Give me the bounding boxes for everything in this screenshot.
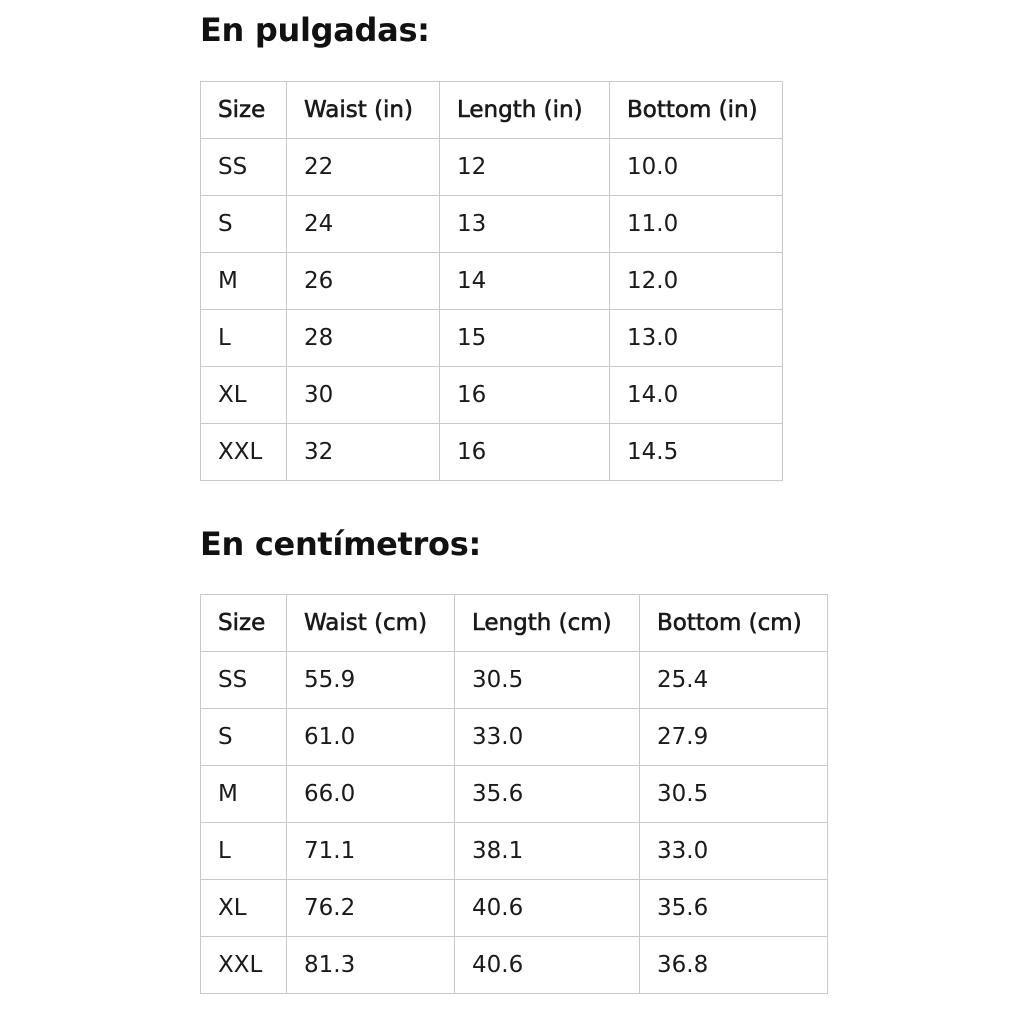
table-row xyxy=(201,709,828,766)
cell-size: XL xyxy=(201,367,287,424)
header-bottom: Bottom (cm) xyxy=(640,595,828,652)
table-header-row xyxy=(201,595,828,652)
cell-waist: 76.2 xyxy=(287,880,455,937)
inches-section-title: En pulgadas: xyxy=(200,11,430,49)
cell-length: 14 xyxy=(440,253,610,310)
cell-bottom: 12.0 xyxy=(610,253,783,310)
table-row xyxy=(201,652,828,709)
cell-waist: 71.1 xyxy=(287,823,455,880)
cell-bottom: 35.6 xyxy=(640,880,828,937)
header-size: Size xyxy=(201,595,287,652)
cell-bottom: 25.4 xyxy=(640,652,828,709)
size-table-inches xyxy=(200,81,783,481)
cell-waist: 61.0 xyxy=(287,709,455,766)
cell-size: S xyxy=(201,709,287,766)
table-row xyxy=(201,823,828,880)
cell-length: 16 xyxy=(440,424,610,481)
header-bottom: Bottom (in) xyxy=(610,82,783,139)
cell-waist: 55.9 xyxy=(287,652,455,709)
cell-size: L xyxy=(201,823,287,880)
cell-bottom: 10.0 xyxy=(610,139,783,196)
table-header-row xyxy=(201,82,783,139)
cell-length: 33.0 xyxy=(455,709,640,766)
cell-bottom: 30.5 xyxy=(640,766,828,823)
cell-waist: 81.3 xyxy=(287,937,455,994)
cell-size: M xyxy=(201,253,287,310)
cell-length: 13 xyxy=(440,196,610,253)
cell-bottom: 13.0 xyxy=(610,310,783,367)
cell-size: XL xyxy=(201,880,287,937)
cell-waist: 30 xyxy=(287,367,440,424)
cell-length: 38.1 xyxy=(455,823,640,880)
header-waist: Waist (cm) xyxy=(287,595,455,652)
cell-size: M xyxy=(201,766,287,823)
cell-length: 16 xyxy=(440,367,610,424)
header-size: Size xyxy=(201,82,287,139)
cell-waist: 28 xyxy=(287,310,440,367)
header-length: Length (cm) xyxy=(455,595,640,652)
table-row xyxy=(201,139,783,196)
cell-length: 15 xyxy=(440,310,610,367)
cell-length: 40.6 xyxy=(455,880,640,937)
cell-bottom: 33.0 xyxy=(640,823,828,880)
cell-waist: 26 xyxy=(287,253,440,310)
cell-waist: 66.0 xyxy=(287,766,455,823)
header-length: Length (in) xyxy=(440,82,610,139)
cell-length: 35.6 xyxy=(455,766,640,823)
table-row xyxy=(201,253,783,310)
size-table-cm xyxy=(200,594,828,994)
table-row xyxy=(201,766,828,823)
cell-size: XXL xyxy=(201,937,287,994)
table-row xyxy=(201,196,783,253)
cell-waist: 32 xyxy=(287,424,440,481)
table-row xyxy=(201,310,783,367)
table-row xyxy=(201,937,828,994)
cell-bottom: 36.8 xyxy=(640,937,828,994)
cell-size: L xyxy=(201,310,287,367)
cell-length: 12 xyxy=(440,139,610,196)
table-row xyxy=(201,880,828,937)
cell-bottom: 27.9 xyxy=(640,709,828,766)
cm-section-title: En centímetros: xyxy=(200,525,481,563)
cell-waist: 22 xyxy=(287,139,440,196)
table-row xyxy=(201,367,783,424)
cell-bottom: 11.0 xyxy=(610,196,783,253)
cell-waist: 24 xyxy=(287,196,440,253)
cell-bottom: 14.0 xyxy=(610,367,783,424)
cell-size: S xyxy=(201,196,287,253)
cell-size: SS xyxy=(201,139,287,196)
cell-length: 40.6 xyxy=(455,937,640,994)
cell-length: 30.5 xyxy=(455,652,640,709)
cell-size: XXL xyxy=(201,424,287,481)
cell-bottom: 14.5 xyxy=(610,424,783,481)
header-waist: Waist (in) xyxy=(287,82,440,139)
cell-size: SS xyxy=(201,652,287,709)
table-row xyxy=(201,424,783,481)
